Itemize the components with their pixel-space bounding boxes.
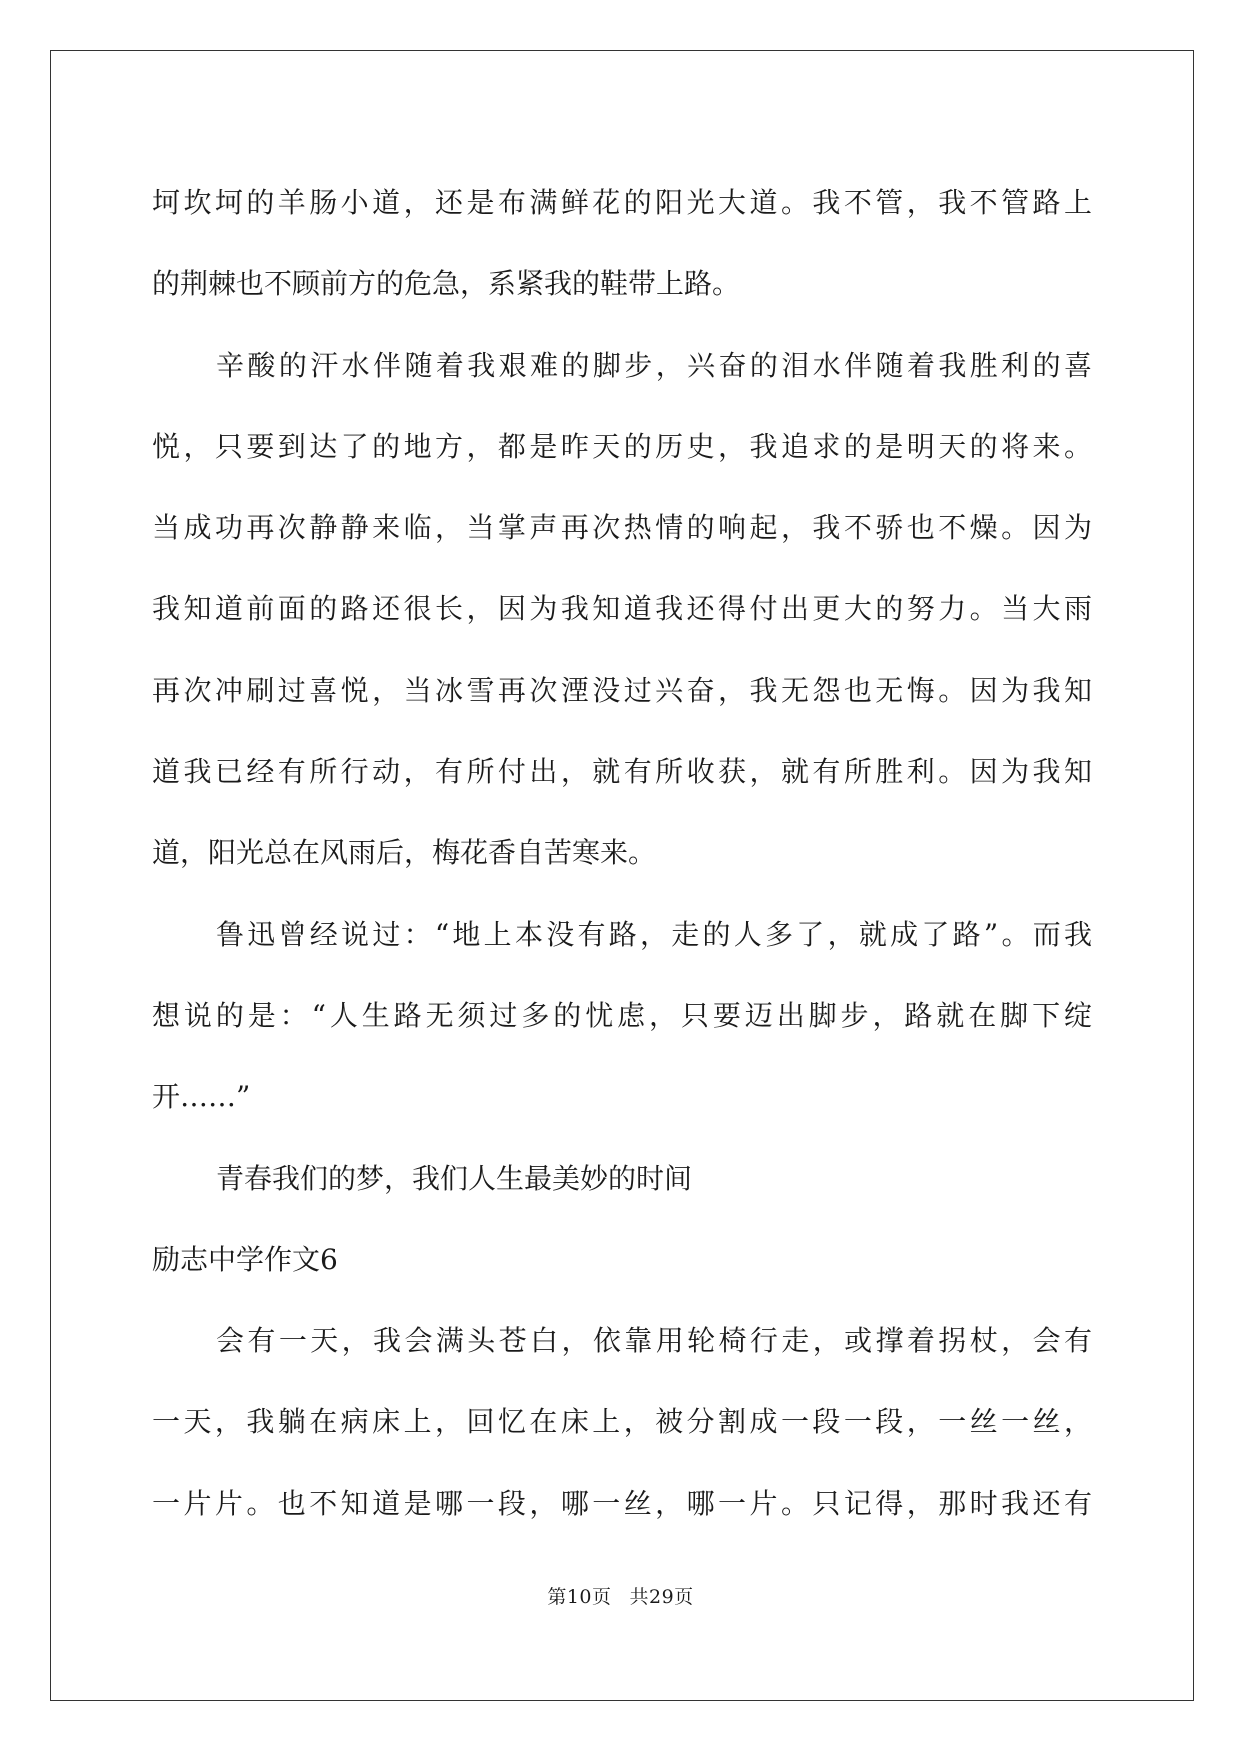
text-line: 我知道前面的路还很长，因为我知道我还得付出更大的努力。当大雨 (152, 592, 1092, 626)
text-line: 鲁迅曾经说过：“地上本没有路，走的人多了，就成了路”。而我 (216, 917, 1092, 951)
text-line: 青春我们的梦，我们人生最美妙的时间 (216, 1161, 693, 1195)
text-line: 想说的是：“人生路无须过多的忧虑，只要迈出脚步，路就在脚下绽 (152, 998, 1092, 1032)
text-line: 一天，我躺在病床上，回忆在床上，被分割成一段一段，一丝一丝， (152, 1405, 1092, 1439)
text-line: 一片片。也不知道是哪一段，哪一丝，哪一片。只记得，那时我还有 (152, 1486, 1092, 1520)
document-body (152, 162, 1092, 1544)
text-line: 坷坎坷的羊肠小道，还是布满鲜花的阳光大道。我不管，我不管路上 (152, 186, 1092, 219)
text-line: 辛酸的汗水伴随着我艰难的脚步，兴奋的泪水伴随着我胜利的喜 (216, 348, 1092, 382)
text-line: 道，阳光总在风雨后，梅花香自苦寒来。 (152, 836, 657, 870)
section-heading: 励志中学作文6 (152, 1242, 338, 1276)
page-footer (0, 1582, 1241, 1609)
text-line: 悦，只要到达了的地方，都是昨天的历史，我追求的是明天的将来。 (152, 429, 1092, 463)
text-line: 的荆棘也不顾前方的危急，系紧我的鞋带上路。 (152, 267, 741, 301)
page-number: 第10页 (547, 1586, 612, 1608)
text-line: 道我已经有所行动，有所付出，就有所收获，就有所胜利。因为我知 (152, 755, 1092, 789)
text-line: 当成功再次静静来临，当掌声再次热情的响起，我不骄也不燥。因为 (152, 511, 1092, 545)
text-line: 再次冲刷过喜悦，当冰雪再次湮没过兴奋，我无怨也无悔。因为我知 (152, 673, 1092, 707)
text-line: 开……” (152, 1080, 251, 1114)
text-line: 会有一天，我会满头苍白，依靠用轮椅行走，或撑着拐杖，会有 (216, 1324, 1092, 1358)
total-pages: 共29页 (629, 1586, 694, 1608)
